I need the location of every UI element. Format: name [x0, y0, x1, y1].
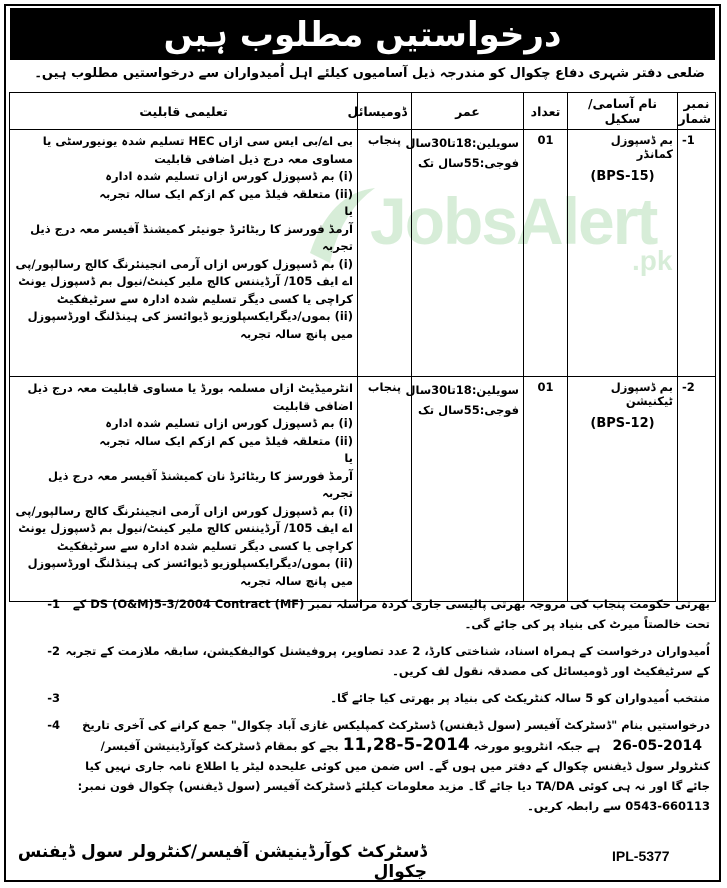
- qual-line: (ii) متعلقہ فیلڈ میں کم ازکم ایک سالہ تجربہ: [99, 186, 353, 201]
- notes-section: [20, 594, 710, 823]
- note-text: منتخب اُمیدواران کو 5 سالہ کنٹریکٹ کی بنیاد پر بھرتی کیا جائے گا۔: [330, 691, 710, 705]
- header-name: نام آسامی/سکیل: [568, 93, 678, 130]
- age-army: فوجی:55سال تک: [418, 156, 519, 170]
- note-text: اُمیدواران درخواست کے ہمراہ اسناد، شناختی کارڈ، 2 عدد تصاویر، پروفیشنل کوالیفکیشن، سابقہ ملازمت کے تجربہ کے سرٹیفکیٹ اور ڈومیسائل کی مصدقہ نقول لف کریں۔: [65, 644, 710, 678]
- post-name: بم ڈسپوزل کمانڈر: [610, 133, 673, 161]
- row-count: 01: [524, 377, 568, 602]
- post-bps: (BPS-15): [590, 169, 655, 184]
- note-item: [20, 641, 710, 681]
- posts-table: [9, 92, 716, 602]
- post-bps: (BPS-12): [590, 416, 655, 431]
- qual-line: (i) بم ڈسپوزل کورس ازاں آرمی انجینئرنگ کالج رسالپور/پی اے ایف 105/ آرڈیننس کالج ملیر کینٹ/نیول بم ڈسپوزل یونٹ کراچی یا کسی دیگر تسلیم شدہ ادارہ سے سرٹیفکیٹ: [15, 503, 353, 553]
- row-domicile: پنجاب: [358, 130, 412, 377]
- row-count: 01: [524, 130, 568, 377]
- note-4-part-a: درخواستیں بنام "ڈسٹرکٹ آفیسر (سول ڈیفنس) ڈسٹرکٹ کمپلیکس غازی آباد چکوال" جمع کرانے کی آخری تاریخ: [82, 718, 710, 732]
- note-item: [20, 594, 710, 634]
- qual-line: (i) بم ڈسپوزل کورس ازاں تسلیم شدہ ادارہ: [105, 416, 353, 430]
- note-4-part-c: بجے کو بمقام ڈسٹرکٹ کوآرڈینیشن آفیسر/کنٹرولر سول ڈیفنس چکوال کے دفتر میں ہوں گے۔ اس ضمن میں کوئی علیحدہ لیٹر یا اطلاع نامہ جاری نہیں کیا جائے گا اور نہ ہی کوئی TA/DA دیا جائے گا۔ مزید معلومات کیلئے ڈسٹرکٹ آفیسر (سول ڈیفنس) چکوال فون نمبر:: [77, 739, 710, 793]
- row-post-name: [568, 377, 678, 602]
- banner-title: درخواستیں مطلوب ہیں: [10, 8, 715, 60]
- note-text: [60, 715, 710, 816]
- row-sr: -1: [678, 130, 716, 377]
- age-civil: سویلین:18تا30سال: [405, 136, 519, 150]
- note-item: [20, 688, 710, 708]
- age-army: فوجی:55سال تک: [418, 403, 519, 417]
- intro-text: ضلعی دفتر شہری دفاع چکوال کو مندرجہ ذیل آسامیوں کیلئے اہل اُمیدواران سے درخواستیں مطلوب ہیں۔: [34, 66, 705, 81]
- row-age: [405, 377, 524, 602]
- header-count: تعداد: [524, 93, 568, 130]
- note-number: -3: [47, 691, 60, 705]
- qual-line: (ii) بموں/دیگرایکسپلوزیو ڈیوائسز کی ہینڈلنگ اورڈسپوزل میں پانچ سالہ تجربہ: [27, 309, 353, 341]
- qual-line: آرمڈ فورسز کا ریٹائرڈ نان کمیشنڈ آفیسر معہ درج ذیل تجربہ: [48, 468, 353, 500]
- phone-number: 0543-660113: [625, 799, 710, 813]
- row-domicile: پنجاب: [358, 377, 412, 602]
- qual-line: (i) بم ڈسپوزل کورس ازاں تسلیم شدہ ادارہ: [105, 169, 353, 183]
- qual-line: یا: [344, 204, 353, 218]
- table-header-row: [10, 93, 716, 130]
- header-age: عمر: [412, 93, 524, 130]
- deadline-date: 26-05-2014: [612, 738, 702, 754]
- row-post-name: [568, 130, 678, 377]
- note-4-part-b: ہے جبکہ انٹرویو مورخہ: [473, 739, 601, 753]
- qual-line: (ii) بموں/دیگرایکسپلوزیو ڈیوائسز کی ہینڈلنگ اورڈسپوزل میں پانچ سالہ تجربہ: [27, 556, 353, 588]
- signature-block: ڈسٹرکٹ کوآرڈینیشن آفیسر/کنٹرولر سول ڈیفنس چکوال: [17, 842, 427, 882]
- row-age: [405, 130, 524, 377]
- qual-line: (i) بم ڈسپوزل کورس ازاں آرمی انجینئرنگ کالج رسالپور/پی اے ایف 105/ آرڈیننس کالج ملیر کینٹ/نیول بم ڈسپوزل یونٹ کراچی یا کسی دیگر تسلیم شدہ ادارہ سے سرٹیفکیٹ: [15, 256, 353, 306]
- note-number: -1: [47, 597, 60, 611]
- watermark-brand: JobsAlert: [370, 184, 657, 258]
- watermark-suffix: .pk: [632, 245, 673, 276]
- qual-line: بی اے/بی ایس سی ازاں HEC تسلیم شدہ یونیورسٹی یا مساوی معہ درج ذیل اضافی قابلیت: [42, 134, 353, 166]
- note-number: -2: [47, 644, 60, 658]
- note-item: [20, 715, 710, 816]
- note-number: -4: [47, 718, 60, 732]
- header-sr: نمبر شمار: [678, 93, 716, 130]
- interview-date: 11,28-5-2014: [342, 735, 470, 755]
- note-4-part-d: سے رابطہ کریں۔: [527, 799, 622, 813]
- table-row: [10, 377, 716, 602]
- row-qualification: [10, 377, 358, 602]
- post-name: بم ڈسپوزل ٹیکنیشن: [610, 380, 673, 408]
- note-text: بھرتی حکومت پنجاب کی مروجہ بھرتی پالیسی جاری کردہ مراسلہ نمبر DS (O&M)5-3/2004 Contract (MF) کے تحت خالصتاً میرٹ کی بنیاد پر کی جائے گی۔: [72, 597, 710, 631]
- qual-line: آرمڈ فورسز کا ریٹائرڈ جونیئر کمیشنڈ آفیسر معہ درج ذیل تجربہ: [30, 221, 353, 253]
- row-sr: -2: [678, 377, 716, 602]
- ipl-number: IPL-5377: [612, 848, 670, 864]
- header-domicile: ڈومیسائل: [358, 93, 412, 130]
- qual-line: یا: [344, 451, 353, 465]
- table-row: [10, 130, 716, 377]
- age-civil: سویلین:18تا30سال: [405, 383, 519, 397]
- qual-line: انٹرمیڈیٹ ازاں مسلمہ بورڈ یا مساوی قابلیت معہ درج ذیل اضافی قابلیت: [27, 381, 353, 413]
- row-qualification: [10, 130, 358, 377]
- qual-line: (ii) متعلقہ فیلڈ میں کم ازکم ایک سالہ تجربہ: [99, 433, 353, 448]
- header-qualification: تعلیمی قابلیت: [10, 93, 358, 130]
